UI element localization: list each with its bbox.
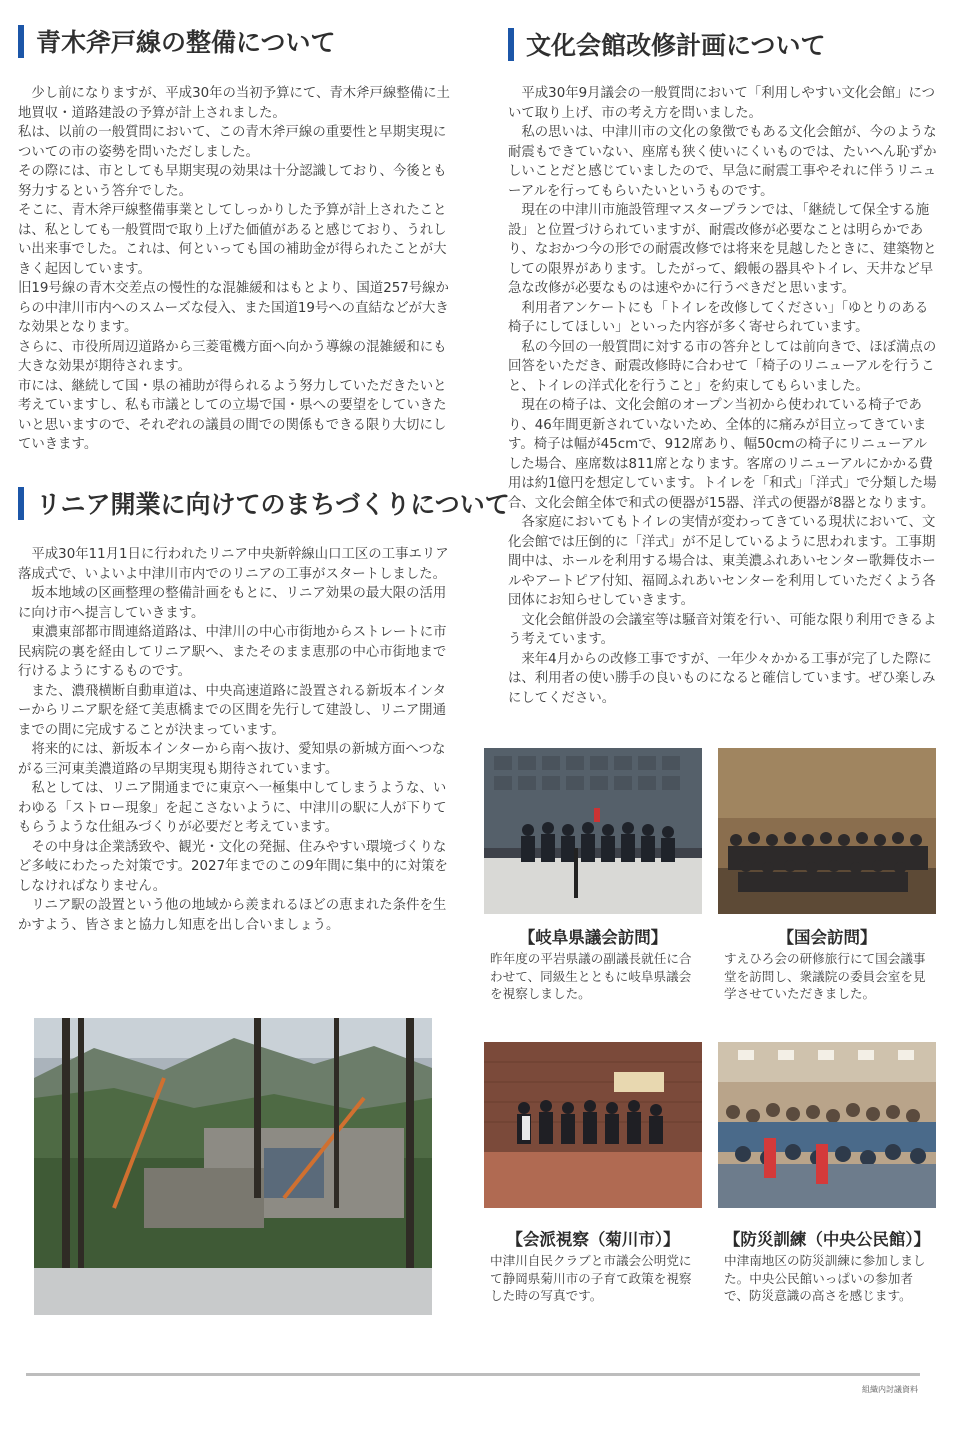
paragraph: 少し前になりますが、平成30年の当初予算にて、青木斧戸線整備に土地買収・道路建設の予算が計上されました。 xyxy=(18,86,450,121)
group-photo-icon xyxy=(484,748,702,914)
section-title-aoki-text: 青木斧戸線の整備について xyxy=(36,28,336,57)
section-body-linear xyxy=(18,545,450,935)
photo-national-diet xyxy=(718,748,936,914)
section-title-bunka xyxy=(508,27,826,61)
paragraph: 現在の椅子は、文化会館のオープン当初から使われている椅子であり、46年間更新されていないため、全体的に痛みが目立ってきています。椅子は幅が45cmで、912席あり、幅50cmの椅子にリニューアルした場合、座席数は811席となります。客席のリニューアルにかかる費用は約1億円を想定しています。トイレを「和式」「洋式」で分類した場合、文化会館全体で和式の便器が15器、洋式の便器が8器となります。 xyxy=(508,398,937,511)
paragraph: 文化会館併設の会議室等は騒音対策を行い、可能な限り利用できるよう考えています。 xyxy=(508,612,937,647)
photo-caption-text: すえひろ会の研修旅行にて国会議事堂を訪問し、衆議院の委員会室を見学させていただきました。 xyxy=(724,951,926,1001)
photo-caption-text: 昨年度の平岩県議の副議長就任に合わせて、同級生とともに岐阜県議会を視察しました。 xyxy=(490,951,692,1001)
paragraph: その中身は企業誘致や、観光・文化の発掘、住みやすい環境づくりなど多岐にわたった対策です。2027年までのこの9年間に集中的に対策をしなければなりません。 xyxy=(18,839,448,894)
crowd-photo-icon xyxy=(718,1042,936,1208)
paragraph: また、濃飛横断自動車道は、中央高速道路に設置される新坂本インターからリニア駅を経て美恵橋までの区間を先行して建設し、リニア開通までの間に完成することが決まっています。 xyxy=(18,683,446,738)
section-title-bunka-text: 文化会館改修計画について xyxy=(526,31,826,60)
paragraph: 来年4月からの改修工事ですが、一年少々かかる工事が完了した際には、利用者の使い勝手の良いものになると確信しています。ぜひ楽しみにしてください。 xyxy=(508,651,936,706)
photo-caption-title: 【岐阜県議会訪問】 xyxy=(518,928,668,947)
photo-kikugawa xyxy=(484,1042,702,1208)
footer-note: 組織内討議資料 xyxy=(862,1385,918,1394)
section-accent-bar xyxy=(18,25,24,58)
paragraph: 旧19号線の青木交差点の慢性的な混雑緩和はもとより、国道257号線からの中津川市内へのスムーズな侵入、また国道19号への直結などが大きな効果となります。 xyxy=(18,281,449,335)
paragraph: リニア駅の設置という他の地域から羨まれるほどの恵まれた条件を生かすよう、皆さまと協力し知恵を出し合いましょう。 xyxy=(18,898,447,933)
paragraph: 東濃東部都市間連絡道路は、中津川の中心市街地からストレートに市民病院の裏を経由してリニア駅へ、またそのまま恵那の中心市街地まで行けるようにするものです。 xyxy=(18,625,447,679)
section-body-bunka xyxy=(508,84,940,708)
paragraph: 私としては、リニア開通までに東京へ一極集中してしまうような、いわゆる「ストロー現象」を起こさないように、中津川の駅に人が下りてもらうような仕組みづくりが必要だと考えています。 xyxy=(18,781,447,835)
photo-caption-title: 【防災訓練（中央公民館）】 xyxy=(723,1230,931,1249)
section-title-linear-text: リニア開業に向けてのまちづくりについて xyxy=(36,490,510,519)
paragraph: 私の思いは、中津川市の文化の象徴でもある文化会館が、今のような耐震もできていない、座席も狭く使いにくいものでは、たいへん恥ずかしいことだと感じていましたので、早急に耐震工事やそれに伴うリニューアルを行ってもらいたいというものです。 xyxy=(508,125,937,199)
section-body-aoki xyxy=(18,84,450,455)
paragraph: さらに、市役所周辺道路から三菱電機方面へ向かう導線の混雑緩和にも大きな効果が期待されます。 xyxy=(18,339,447,374)
paragraph: 将来的には、新坂本インターから南へ抜け、愛知県の新城方面へつながる三河東美濃道路の早期実現も期待されています。 xyxy=(18,742,446,777)
photo-caption-text: 中津川自民クラブと市議会公明党にて静岡県菊川市の子育て政策を視察した時の写真です。 xyxy=(490,1253,692,1303)
construction-site-photo-icon xyxy=(34,1018,432,1315)
paragraph: 平成30年11月1日に行われたリニア中央新幹線山口工区の工事エリア落成式で、いよいよ中津川市内でのリニアの工事がスタートしました。 xyxy=(18,547,449,582)
paragraph: 市には、継続して国・県の補助が得られるよう努力していただきたいと考えていますし、私も市議としての立場で国・県への要望をしていきたいと思いますので、それぞれの議員の間での関係もできる限り大切にしていきます。 xyxy=(18,378,447,452)
paragraph: 坂本地域の区画整理の整備計画をもとに、リニア効果の最大限の活用に向け市へ提言していきます。 xyxy=(18,586,447,621)
group-photo-icon xyxy=(718,748,936,914)
paragraph: その際には、市としても早期実現の効果は十分認識しており、今後とも努力するという答弁でした。 xyxy=(18,164,447,199)
paragraph: 現在の中津川市施設管理マスタープランでは、「継続して保全する施設」と位置づけられていますが、耐震改修が必要なことは明らかであり、なおかつ今の形での耐震改修では将来を見越したときに、建築物としての限界があります。したがって、緞帳の器具やトイレ、天井など早急な改修が必要なものは速やかに行うべきだと思います。 xyxy=(508,203,937,296)
photo-linear-construction xyxy=(34,1018,432,1315)
section-accent-bar xyxy=(18,487,24,520)
paragraph: 私は、以前の一般質問において、この青木斧戸線の重要性と早期実現についての市の姿勢を問いただしました。 xyxy=(18,125,447,160)
section-title-linear xyxy=(18,486,510,520)
photo-gifu-assembly xyxy=(484,748,702,914)
section-title-aoki xyxy=(18,24,336,58)
photo-caption-title: 【国会訪問】 xyxy=(777,928,877,947)
paragraph: 利用者アンケートにも「トイレを改修してください」「ゆとりのある椅子にしてほしい」といった内容が多く寄せられています。 xyxy=(508,300,929,335)
footer-divider xyxy=(26,1373,920,1376)
section-accent-bar xyxy=(508,28,514,61)
paragraph: 各家庭においてもトイレの実情が変わってきている現状において、文化会館では圧倒的に「洋式」が不足しているように思われます。工事期間中は、ホールを利用する場合は、東美濃ふれあいセンター歌舞伎ホールやアートピア付知、福岡ふれあいセンターを利用していただくよう各団体にお知らせしていきます。 xyxy=(508,515,936,608)
paragraph: 平成30年9月議会の一般質問において「利用しやすい文化会館」について取り上げ、市の考え方を問いました。 xyxy=(508,86,936,121)
photo-caption-text: 中津南地区の防災訓練に参加しました。中央公民館いっぱいの参加者で、防災意識の高さを感じます。 xyxy=(724,1253,926,1303)
paragraph: 私の今回の一般質問に対する市の答弁としては前向きで、ほぼ満点の回答をいただき、耐震改修時に合わせて「椅子のリニューアルを行うこと、トイレの洋式化を行うこと」を約束してもらいました。 xyxy=(508,339,937,394)
photo-disaster-drill xyxy=(718,1042,936,1208)
photo-caption-title: 【会派視察（菊川市）】 xyxy=(506,1230,680,1249)
paragraph: そこに、青木斧戸線整備事業としてしっかりした予算が計上されたことは、私としても一般質問で取り上げた価値があると感じており、うれしい出来事でした。これは、何といっても国の補助金が得られたことが大きく起因しています。 xyxy=(18,203,447,277)
group-photo-icon xyxy=(484,1042,702,1208)
